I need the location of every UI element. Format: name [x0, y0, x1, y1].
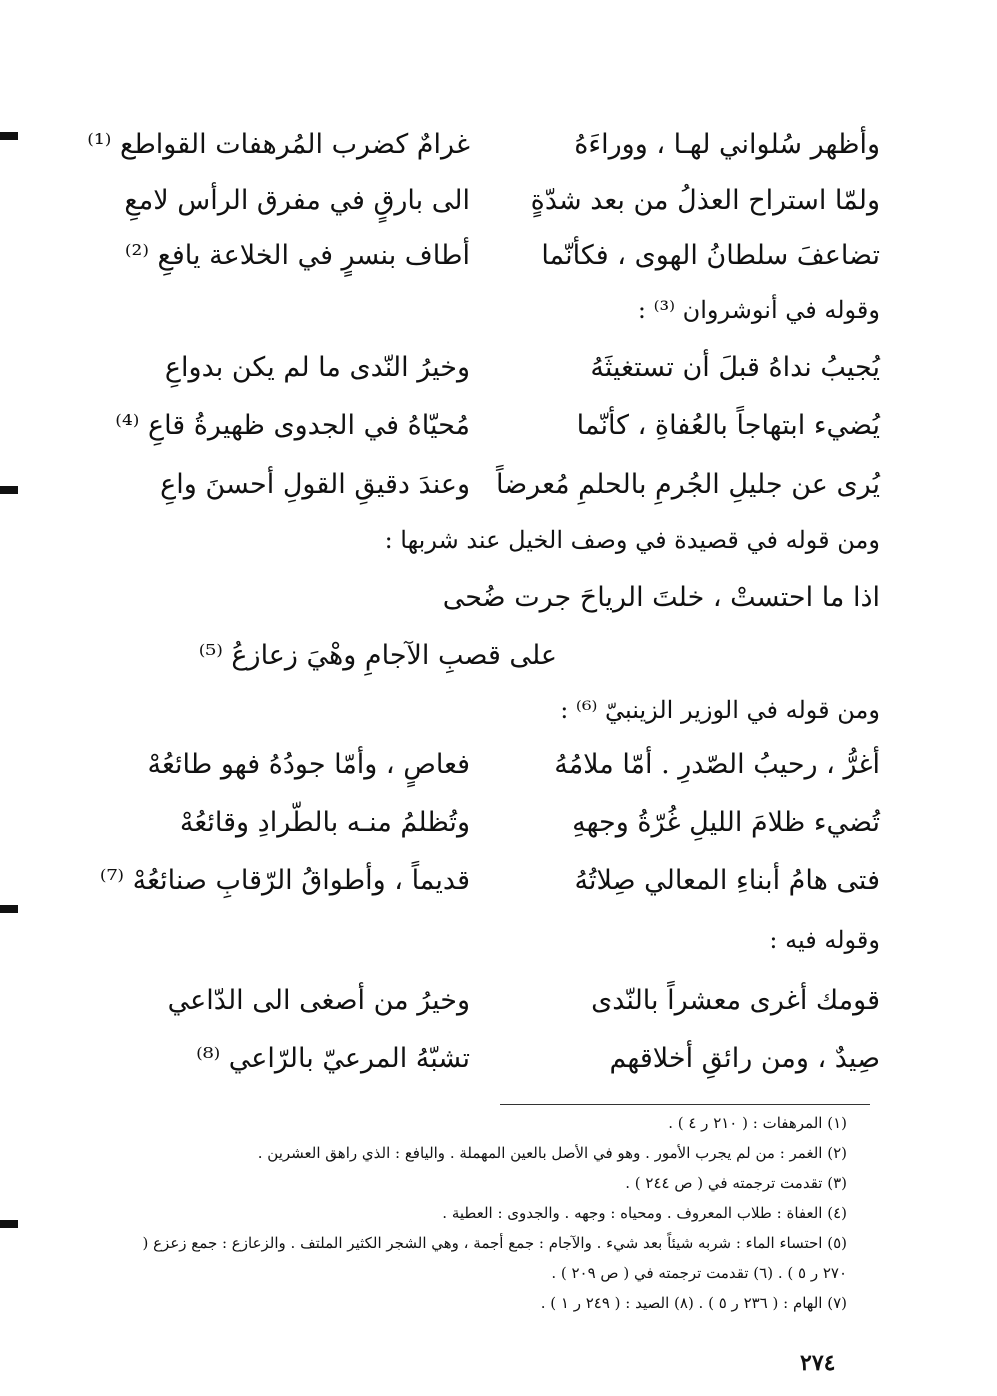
footnote: (١) المرهفات : ( ٢١٠ ر ٤ ) . — [668, 1114, 847, 1132]
footnote: (٥) احتساء الماء : شربه شيئاً بعد شيء . والآجام : جمع أجمة ، وهي الشجر الكثير الملتف . والزعازع : جمع زعزع ( ٢٧٠ ر ٥ ) . (٦) تقدمت ترجمته في ( ص ٢٠٩ ) . — [142, 1234, 847, 1282]
verse-row — [100, 345, 880, 391]
verse-first-hemistich: وأظهر سُلواني لهـا ، ووراءَهُ — [574, 129, 880, 160]
verse-second-hemistich: فعاصٍ ، وأمّا جودُهُ فهو طائعُهْ — [147, 749, 470, 780]
verse-second-hemistich: مُحيّاهُ في الجدوى ظهيرةُ قاعِ ⁽⁴⁾ — [115, 410, 470, 441]
footnote: (٧) الهام : ( ٢٣٦ ر ٥ ) . (٨) الصيد : ( ٢٤٩ ر ١ ) . — [540, 1294, 847, 1312]
verse-first-hemistich: تُضيء ظلامَ الليلِ غُرّةُ وجههِ — [572, 807, 880, 838]
footnote: (٣) تقدمت ترجمته في ( ص ٢٤٤ ) . — [625, 1174, 847, 1192]
verse-row — [100, 1036, 880, 1082]
verse-first-hemistich: فتى هامُ أبناءِ المعالي صِلاتُهُ — [574, 865, 880, 896]
verse-first-hemistich: تضاعفَ سلطانُ الهوى ، فكأنّما — [541, 240, 880, 271]
verse-first-hemistich: يُضيء ابتهاجاً بالعُفاةِ ، كأنّما — [576, 410, 880, 441]
verse-first-hemistich: يُرى عن جليلِ الجُرمِ بالحلمِ مُعرضاً — [496, 469, 880, 500]
verse-second-hemistich: الى بارقٍ في مفرق الرأس لامعِ — [124, 185, 470, 216]
verse-row — [87, 122, 880, 168]
section-intro: ومن قوله في قصيدة في وصف الخيل عند شربها : — [384, 526, 880, 554]
section-intro: ومن قوله في الوزير الزينبيّ ⁽⁶⁾ : — [560, 696, 880, 724]
section-intro: وقوله فيه : — [769, 926, 880, 954]
verse-row — [100, 858, 880, 904]
verse-first-hemistich: ولمّا استراح العذلُ من بعد شدّةٍ — [530, 185, 880, 216]
binding-mark — [0, 486, 18, 494]
binding-mark — [0, 905, 18, 913]
verse-row — [100, 462, 880, 508]
footnote-divider — [500, 1104, 870, 1105]
verse-second-hemistich: غرامٌ كضرب المُرهفات القواطع ⁽¹⁾ — [87, 129, 470, 160]
verse-row — [100, 233, 880, 279]
horse-verse-second-line: على قصبِ الآجامِ وهْيَ زعازعُ ⁽⁵⁾ — [198, 640, 557, 671]
verse-second-hemistich: وتُظلمُ منـه بالطّرادِ وقائعُهْ — [179, 807, 470, 838]
verse-second-hemistich: وخيرُ النّدى ما لم يكن بدواعِ — [164, 352, 470, 383]
verse-row — [100, 800, 880, 846]
verse-row — [100, 742, 880, 788]
verse-row — [100, 178, 880, 224]
verse-second-hemistich: وخيرُ من أصغى الى الدّاعي — [167, 985, 470, 1016]
verse-row — [100, 978, 880, 1024]
footnote: (٤) العفاة : طلاب المعروف . ومحياه : وجهه . والجدوى : العطية . — [442, 1204, 847, 1222]
verse-second-hemistich: قديماً ، وأطواقُ الرّقابِ صنائعُهْ ⁽⁷⁾ — [99, 865, 470, 896]
verse-second-hemistich: تشبّهُ المرعيّ بالرّاعي ⁽⁸⁾ — [196, 1043, 470, 1074]
footnote: (٢) الغمر : من لم يجرب الأمور . وهو في الأصل بالعين المهملة . واليافع : الذي راهق العشرين . — [257, 1144, 847, 1162]
verse-first-hemistich: قومك أغرى معشراً بالنّدى — [591, 985, 880, 1016]
verse-first-hemistich: أغرُّ ، رحيبُ الصّدرِ . أمّا ملامُهُ — [554, 749, 880, 780]
binding-mark — [0, 1220, 18, 1228]
verse-row — [100, 403, 880, 449]
verse-first-hemistich: يُجيبُ نداهُ قبلَ أن تستغيثَهُ — [590, 352, 880, 383]
verse-second-hemistich: أطاف بنسرٍ في الخلاعة يافعِ ⁽²⁾ — [124, 240, 470, 271]
page-number: ٢٧٤ — [800, 1350, 836, 1376]
horse-verse-first-line: اذا ما احتستْ ، خلتَ الرياحَ جرت ضُحى — [442, 582, 880, 613]
verse-first-hemistich: صِيدٌ ، ومن رائقِ أخلاقهم — [609, 1043, 880, 1074]
verse-second-hemistich: وعندَ دقيقِ القولِ أحسنَ واعِ — [160, 469, 470, 500]
binding-mark — [0, 132, 18, 140]
footnotes — [117, 1108, 847, 1318]
section-intro: وقوله في أنوشروان ⁽³⁾ : — [637, 296, 880, 324]
